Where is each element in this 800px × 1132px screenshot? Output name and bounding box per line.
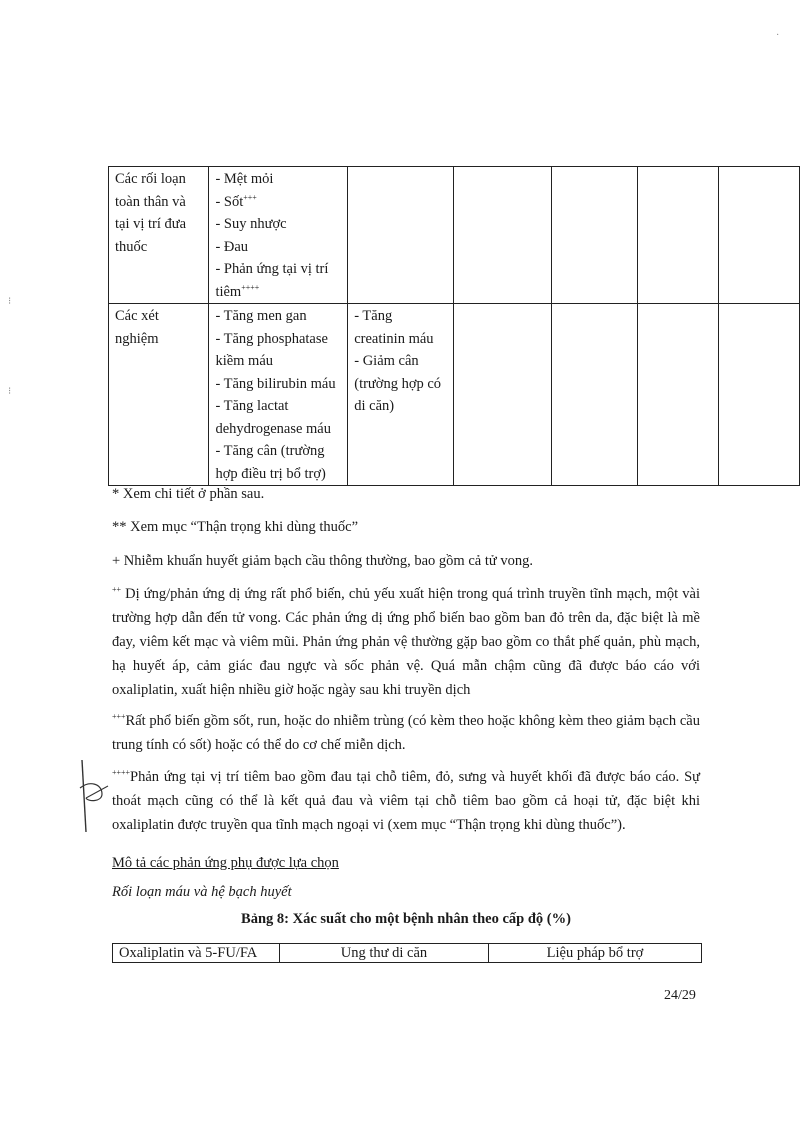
- footnote-allergy: ++ Dị ứng/phản ứng dị ứng rất phổ biến, chủ yếu xuất hiện trong quá trình truyền tĩnh mạch, một vài trường hợp dẫn đến tử vong. Các phản ứng dị ứng phổ biến bao gồm ban đỏ trên da, đặc biệt là mề đay, viêm kết mạc và viêm mũi. Phản ứng phản vệ thường gặp bao gồm co thắt phế quản, phù mạch, hạ huyết áp, cảm giác đau ngực và sốc phản vệ. Quá mẫn chậm cũng đã được báo cáo với oxaliplatin, xuất hiện nhiều giờ hoặc ngày sau khi truyền dịch: [112, 585, 700, 698]
- footnote-star: * Xem chi tiết ở phần sau.: [112, 486, 265, 502]
- table-row: [109, 304, 800, 486]
- footnote-double-star: ** Xem mục “Thận trọng khi dùng thuốc”: [112, 519, 359, 535]
- adverse-effects-table: [108, 166, 800, 486]
- table-caption: Bảng 8: Xác suất cho một bệnh nhân theo cấp độ (%): [241, 911, 571, 927]
- table-cell: [552, 304, 638, 486]
- subsection-heading: Rối loạn máu và hệ bạch huyết: [112, 884, 292, 900]
- table-row: [109, 167, 800, 304]
- handwritten-signature-mark: [72, 758, 112, 838]
- page-number: 24/29: [664, 988, 696, 1003]
- scan-artifact: ⁝: [8, 296, 12, 307]
- column-header: Oxaliplatin và 5-FU/FA: [113, 944, 280, 963]
- footnote-fever: +++Rất phổ biến gồm sốt, run, hoặc do nhiễm trùng (có kèm theo hoặc không kèm theo giảm bạch cầu trung tính có sốt) hoặc có thể do cơ chế miễn dịch.: [112, 712, 700, 753]
- column-header: Ung thư di căn: [280, 944, 489, 963]
- table-cell: [637, 304, 719, 486]
- very-common-cell: - Tăng men gan - Tăng phosphatase kiềm máu - Tăng bilirubin máu - Tăng lactat dehydrogenase máu - Tăng cân (trường hợp điều trị bổ trợ): [209, 304, 348, 486]
- scan-artifact: ·: [776, 30, 780, 41]
- table-header-row: [113, 944, 702, 963]
- section-heading: Mô tả các phản ứng phụ được lựa chọn: [112, 855, 339, 871]
- table-cell: [637, 167, 719, 304]
- common-cell: [348, 167, 454, 304]
- table-cell: [552, 167, 638, 304]
- table-cell: [454, 304, 552, 486]
- scan-artifact: ⁝: [8, 386, 12, 397]
- table-cell: [454, 167, 552, 304]
- probability-table: [112, 943, 702, 963]
- category-cell: Các xét nghiệm: [109, 304, 209, 486]
- table-cell: [719, 167, 800, 304]
- column-header: Liệu pháp bổ trợ: [489, 944, 702, 963]
- very-common-cell: - Mệt mỏi - Sốt+++ - Suy nhược - Đau - Phản ứng tại vị trí tiêm++++: [209, 167, 348, 304]
- footnote-plus: + Nhiễm khuẩn huyết giảm bạch cầu thông thường, bao gồm cả tử vong.: [112, 553, 533, 569]
- category-cell: Các rối loạn toàn thân và tại vị trí đưa thuốc: [109, 167, 209, 304]
- footnote-injection-site: ++++Phản ứng tại vị trí tiêm bao gồm đau tại chỗ tiêm, đỏ, sưng và huyết khối đã được báo cáo. Sự thoát mạch cũng có thể là kết quả đau và viêm tại chỗ tiêm bao gồm cả hoại tử, đặc biệt khi oxaliplatin được truyền qua tĩnh mạch ngoại vi (xem mục “Thận trọng khi dùng thuốc”).: [112, 768, 700, 833]
- common-cell: - Tăng creatinin máu - Giảm cân (trường hợp có di căn): [348, 304, 454, 486]
- table-cell: [719, 304, 800, 486]
